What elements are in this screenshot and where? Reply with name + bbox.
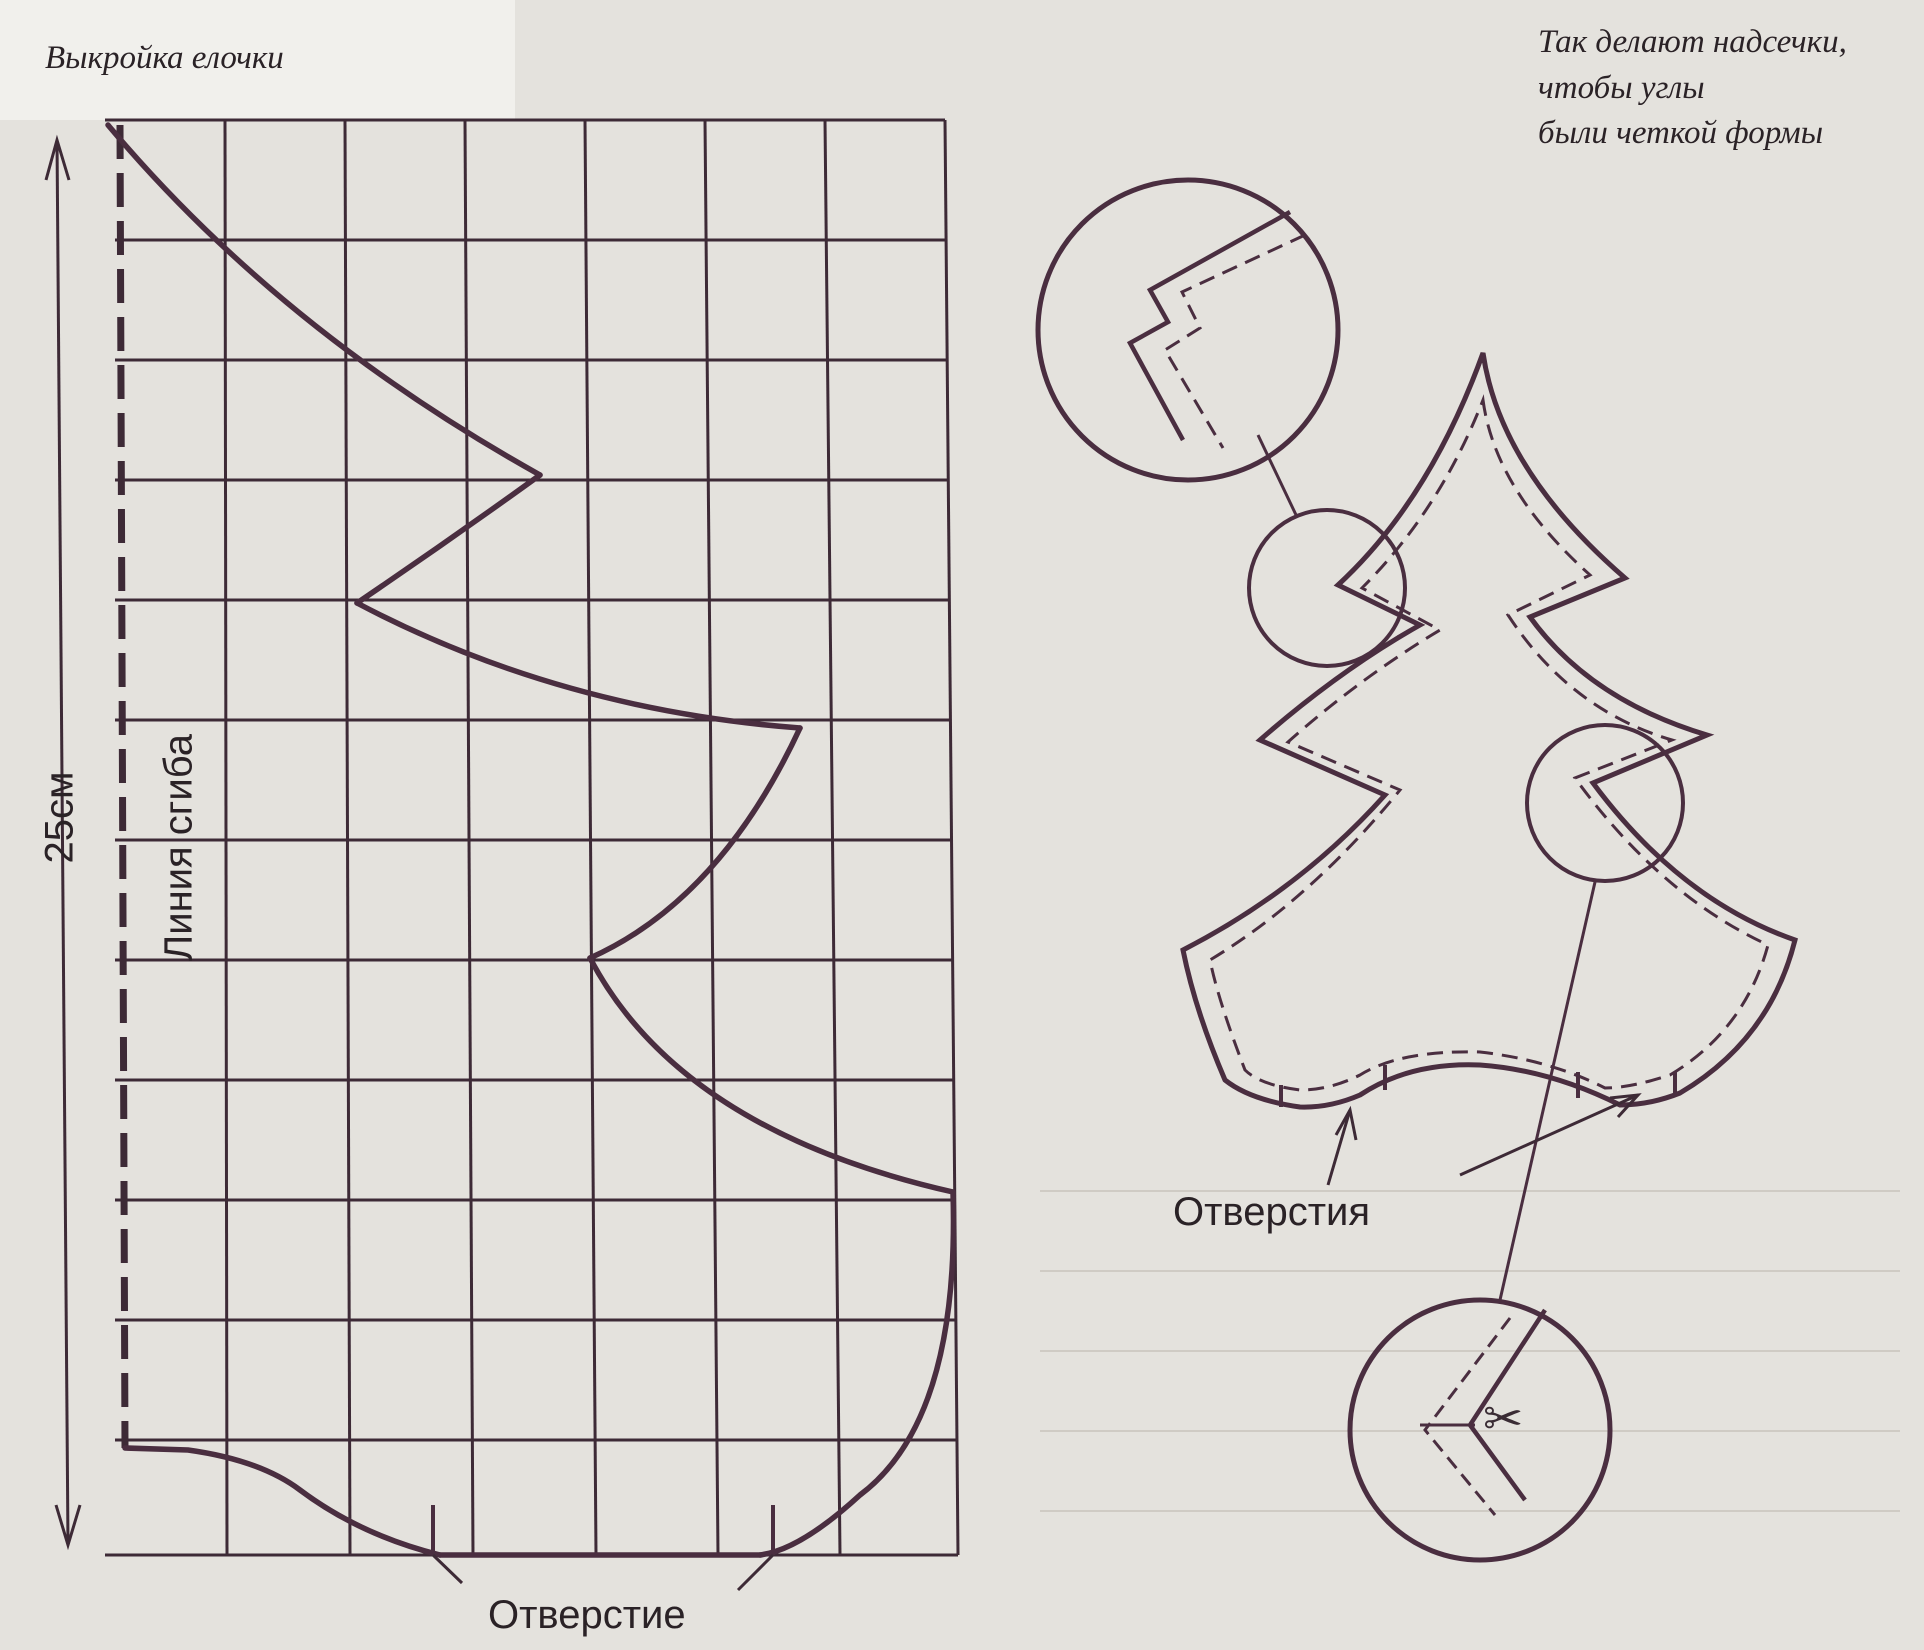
fold-line	[120, 125, 125, 1448]
opening-label: Отверстие	[488, 1593, 686, 1637]
pattern-grid	[105, 120, 958, 1555]
zoom-circle-top	[1038, 180, 1338, 517]
notch-note	[1538, 20, 1918, 157]
notch-note-line-1: Так делают надсечки,	[1538, 24, 1847, 60]
openings-pointer-arrows	[1328, 1095, 1638, 1185]
pattern-title: Выкройка елочки	[45, 40, 284, 76]
notch-note-line-3: были четкой формы	[1538, 115, 1824, 152]
fold-line-label: Линия сгиба	[156, 734, 201, 961]
zoom-circle-bottom	[1350, 882, 1610, 1560]
notch-note-line-2: чтобы углы	[1538, 69, 1705, 106]
opening-notches	[433, 1505, 773, 1555]
finished-tree-outline	[1183, 353, 1795, 1107]
openings-label: Отверстия	[1173, 1190, 1371, 1234]
scissors-icon: ✂	[1483, 1391, 1524, 1447]
height-label: 25см	[37, 771, 82, 864]
opening-pointers	[433, 1555, 773, 1590]
